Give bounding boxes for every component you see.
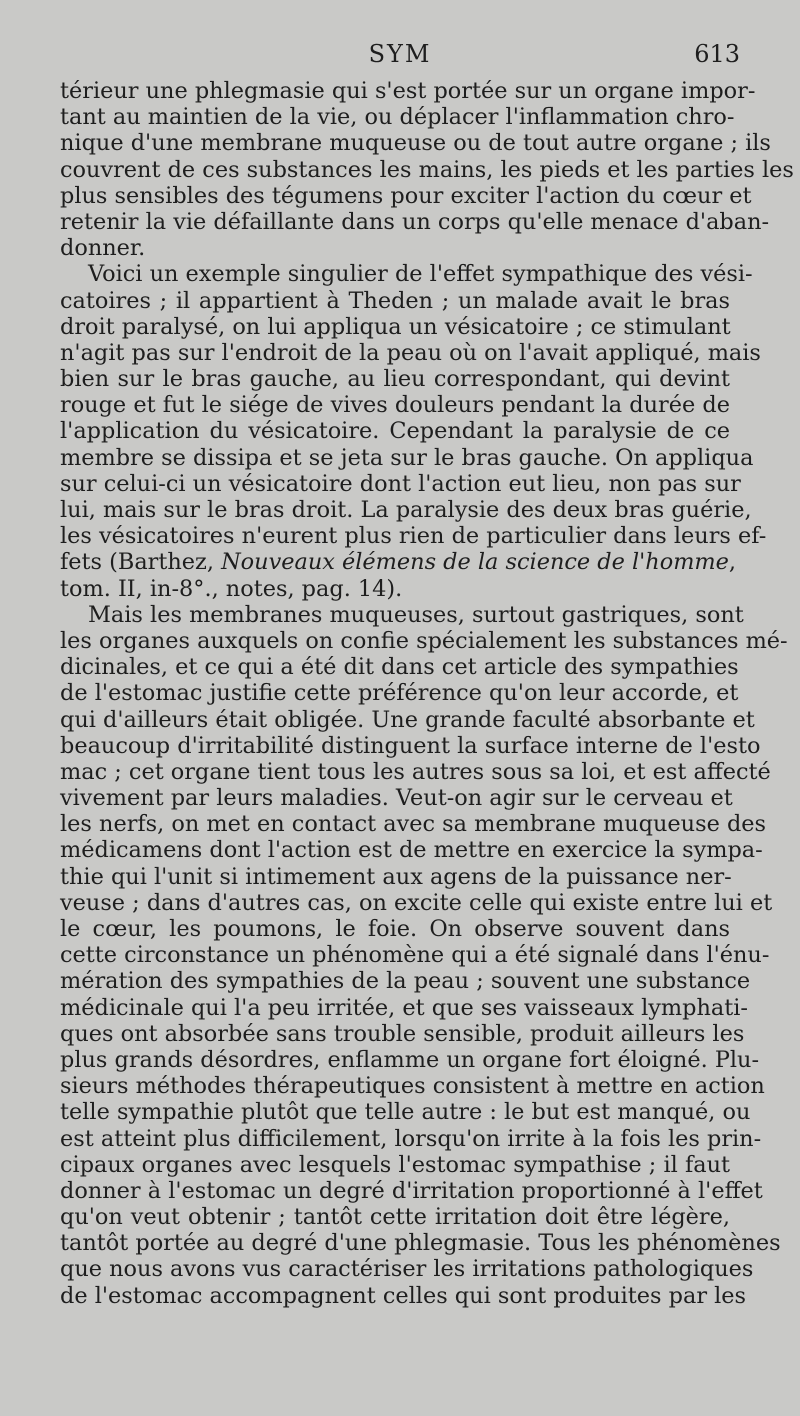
text-line: donner à l'estomac un degré d'irritation proportionné à l'effet [60,1177,763,1204]
text-line: les organes auxquels on confie spécialement les substances mé- [60,627,788,654]
paragraph-start-line: Mais les membranes muqueuses, surtout gastriques, sont [88,601,744,628]
text-line: plus grands désordres, enflamme un organe fort éloigné. Plu- [60,1046,760,1073]
text-line: sur celui-ci un vésicatoire dont l'action eut lieu, non pas sur [60,470,741,497]
text-line: les nerfs, on met en contact avec sa membrane muqueuse des [60,811,767,838]
text-line: médicamens dont l'action est de mettre en exercice la sympa- [60,837,763,864]
text-line: veuse ; dans d'autres cas, on excite celle qui existe entre lui et [60,889,773,916]
citation-suffix: , [728,549,737,576]
text-line: l'application du vésicatoire. Cependant la paralysie de ce [60,418,730,445]
text-line: beaucoup d'irritabilité distinguent la surface interne de l'esto [60,732,761,759]
text-line: le cœur, les poumons, le foie. On observe souvent dans [60,916,730,942]
text-line: thie qui l'unit si intimement aux agens de la puissance ner- [60,863,732,890]
citation-line [60,549,737,576]
text-line: vivement par leurs maladies. Veut-on agir sur le cerveau et [60,785,733,812]
text-line: térieur une phlegmasie qui s'est portée sur un organe impor- [60,78,756,104]
text-line: couvrent de ces substances les mains, les pieds et les parties les [60,156,794,183]
text-line: mac ; cet organe tient tous les autres sous sa loi, et est affecté [60,758,771,785]
page-number: 613 [694,40,740,68]
text-line: nique d'une membrane muqueuse ou de tout autre organe ; ils [60,130,771,157]
citation-prefix: fets (Barthez, [60,549,222,576]
text-line: ques ont absorbée sans trouble sensible, produit ailleurs les [60,1020,745,1047]
page-header [60,40,740,70]
text-line: médicinale qui l'a peu irritée, et que ses vaisseaux lymphati- [60,994,748,1021]
text-line: est atteint plus difficilement, lorsqu'on irrite à la fois les prin- [60,1125,762,1152]
text-line: dicinales, et ce qui a été dit dans cet article des sympathies [60,654,739,681]
text-line: qu'on veut obtenir ; tantôt cette irritation doit être légère, [60,1204,730,1231]
paragraph-start-line: Voici un exemple singulier de l'effet sympathique des vési- [88,261,753,288]
text-line: sieurs méthodes thérapeutiques consistent à mettre en action [60,1073,765,1100]
text-line: de l'estomac justifie cette préférence qu'on leur accorde, et [60,680,739,707]
text-line: qui d'ailleurs était obligée. Une grande faculté absorbante et [60,706,755,733]
text-line: lui, mais sur le bras droit. La paralysie des deux bras guérie, [60,497,752,523]
text-line: membre se dissipa et se jeta sur le bras gauche. On appliqua [60,444,754,471]
text-line: que nous avons vus caractériser les irritations pathologiques [60,1256,754,1283]
running-head: SYM [368,40,432,68]
text-line: telle sympathie plutôt que telle autre : le but est manqué, ou [60,1099,751,1126]
body-text [60,78,794,1309]
text-line: bien sur le bras gauche, au lieu correspondant, qui devint [60,366,730,393]
text-line: retenir la vie défaillante dans un corps qu'elle menace d'aban- [60,208,770,235]
text-line: mération des sympathies de la peau ; souvent une substance [60,968,751,995]
text-line: de l'estomac accompagnent celles qui sont produites par les [60,1282,747,1309]
text-line: donner. [60,235,146,262]
text-line: tantôt portée au degré d'une phlegmasie. Tous les phénomènes [60,1230,781,1257]
text-line: plus sensibles des tégumens pour exciter l'action du cœur et [60,182,752,209]
text-line: cette circonstance un phénomène qui a été signalé dans l'énu- [60,942,770,969]
text-line: n'agit pas sur l'endroit de la peau où on l'avait appliqué, mais [60,339,761,366]
text-line: rouge et fut le siége de vives douleurs pendant la durée de [60,392,730,419]
text-line: les vésicatoires n'eurent plus rien de particulier dans leurs ef- [60,523,767,550]
text-line: tant au maintien de la vie, ou déplacer l'inflammation chro- [60,104,735,131]
text-line: catoires ; il appartient à Theden ; un malade avait le bras [60,287,730,314]
text-line: cipaux organes avec lesquels l'estomac sympathise ; il faut [60,1151,730,1178]
text-line: tom. II, in-8°., notes, pag. 14). [60,575,403,602]
book-title: Nouveaux élémens de la science de l'homme [221,549,729,576]
text-line: droit paralysé, on lui appliqua un vésicatoire ; ce stimulant [60,313,731,340]
